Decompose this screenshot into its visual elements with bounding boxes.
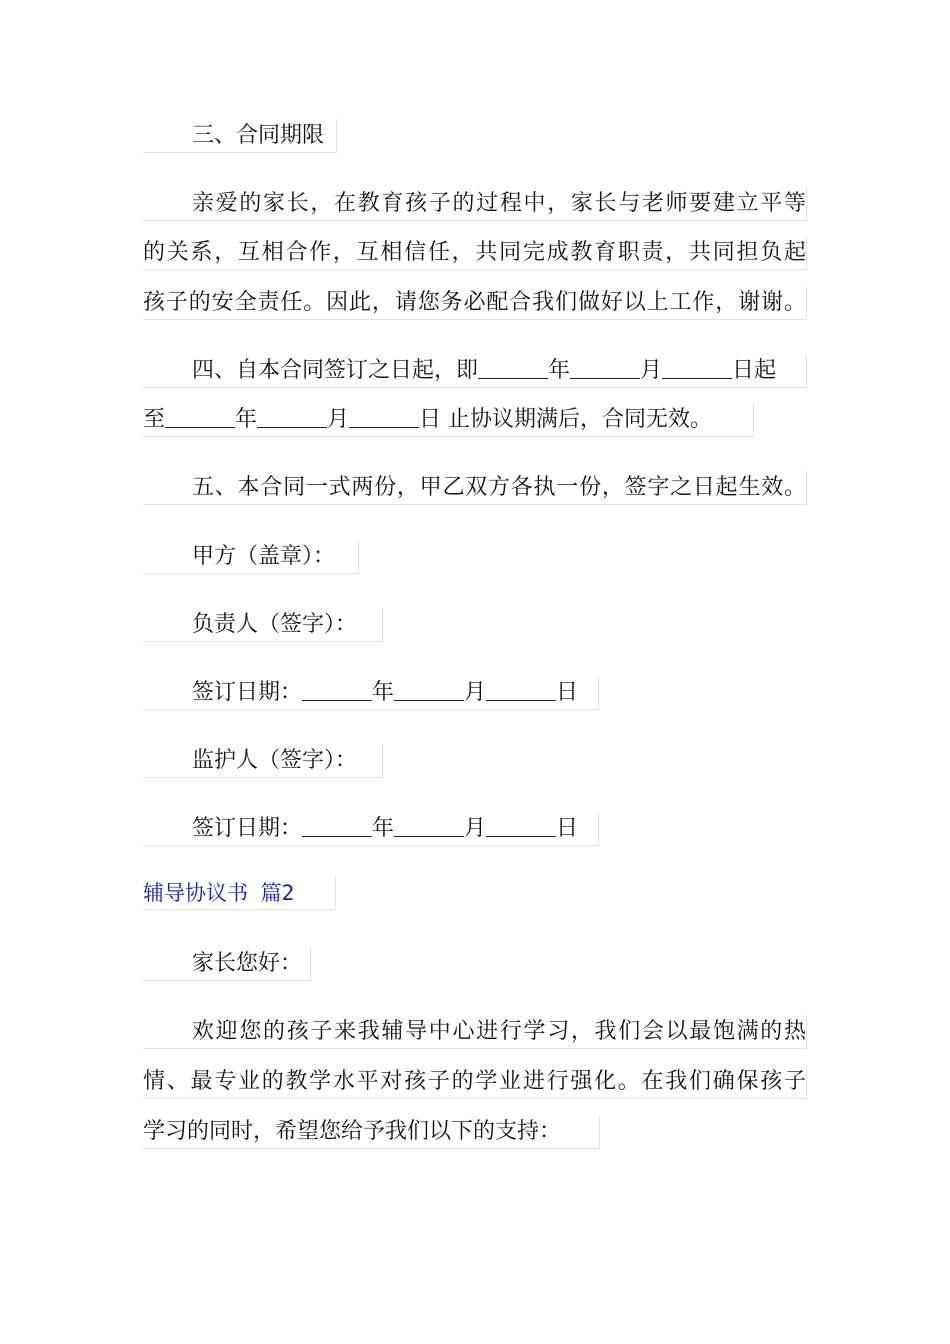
sign2-month-label: 月 [464, 816, 487, 841]
parents-para-line-3-text: 孩子的安全责任。因此，请您务必配合我们做好以上工作，谢谢。 [143, 290, 806, 315]
letter-line-1-text: 欢迎您的孩子来我辅导中心进行学习，我们会以最饱满的热 [192, 1019, 806, 1044]
sign-date-label: 签订日期： [192, 680, 303, 705]
sign-date-line-2 [143, 812, 599, 846]
parents-para-line-2-text: 的关系，互相合作，互相信任，共同完成教育职责，共同担负起 [143, 240, 806, 265]
parents-para-line-3 [143, 286, 807, 320]
end-day-label: 日 [419, 407, 442, 432]
section-4-line-2-prefix: 至 [143, 407, 166, 432]
sign2-day-label: 日 [556, 816, 579, 841]
section-4-line-2-suffix: 止协议期满后，合同无效。 [441, 407, 713, 432]
sign2-year-blank [302, 814, 372, 837]
end-day-blank [349, 405, 419, 428]
guardian-line [143, 744, 383, 778]
day-label: 日 [732, 358, 755, 383]
letter-line-2-text: 情、最专业的教学水平对孩子的学业进行强化。在我们确保孩子 [143, 1069, 806, 1094]
letter-line-3-text: 学习的同时，希望您给予我们以下的支持： [143, 1119, 562, 1144]
sign-day-blank [486, 678, 556, 701]
month-label: 月 [640, 358, 663, 383]
party-a-line [143, 540, 359, 574]
letter-line-3 [143, 1115, 600, 1149]
letter-greeting-text: 家长您好： [192, 951, 303, 976]
section-3-title-text: 三、合同期限 [192, 123, 325, 148]
parents-para-line-1-text: 亲爱的家长，在教育孩子的过程中，家长与老师要建立平等 [192, 191, 806, 216]
letter-line-2 [143, 1065, 807, 1099]
section-3-title [143, 119, 337, 153]
responsible-line [143, 608, 383, 642]
parents-para-line-1 [143, 187, 807, 221]
section-4-prefix: 四、自本合同签订之日起，即 [192, 358, 479, 383]
sign-year-label: 年 [372, 680, 395, 705]
section-4-line-2 [143, 403, 754, 437]
end-year-blank [165, 405, 235, 428]
sign-month-label: 月 [464, 680, 487, 705]
section-4-suffix: 起 [754, 358, 777, 383]
sign2-day-blank [486, 814, 556, 837]
year-blank [478, 356, 548, 379]
end-year-label: 年 [235, 407, 258, 432]
sign-date-line-1 [143, 676, 599, 710]
sign2-month-blank [394, 814, 464, 837]
sign-date-label-2: 签订日期： [192, 816, 303, 841]
end-month-blank [257, 405, 327, 428]
year-label: 年 [548, 358, 571, 383]
sign-year-blank [302, 678, 372, 701]
section-5 [143, 471, 807, 505]
letter-line-1 [143, 1015, 807, 1049]
section-5-text: 五、本合同一式两份，甲乙双方各执一份，签字之日起生效。 [192, 475, 806, 500]
day-blank [662, 356, 732, 379]
end-month-label: 月 [327, 407, 350, 432]
party-a-label: 甲方（盖章）： [192, 544, 336, 569]
section-4-line-1 [143, 354, 807, 388]
responsible-label: 负责人（签字）： [192, 612, 358, 637]
sign2-year-label: 年 [372, 816, 395, 841]
guardian-label: 监护人（签字）： [192, 748, 358, 773]
letter-greeting [143, 947, 311, 981]
section-heading-2-text: 辅导协议书 篇2 [143, 881, 295, 905]
sign-month-blank [394, 678, 464, 701]
sign-day-label: 日 [556, 680, 579, 705]
month-blank [570, 356, 640, 379]
parents-para-line-2 [143, 236, 807, 270]
section-heading-2 [143, 876, 336, 910]
